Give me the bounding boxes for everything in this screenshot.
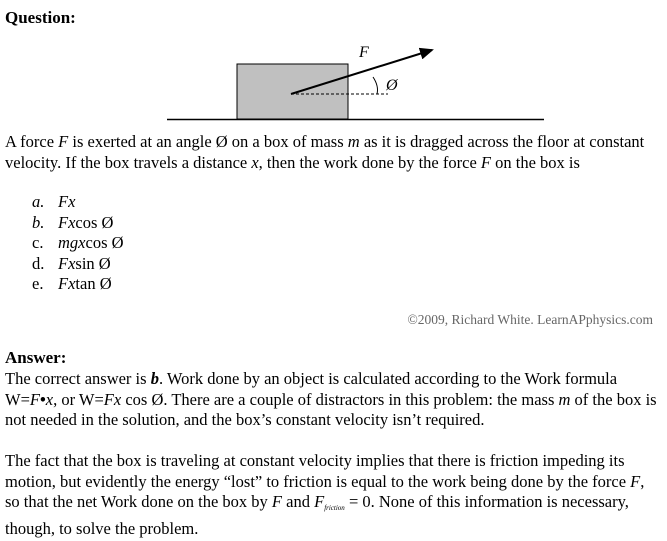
angle-arc <box>373 77 378 94</box>
answer-paragraph-2: The fact that the box is traveling at constant velocity implies that there is friction impeding its motion, but evidently the energy “lost” to friction is equal to the work being done by the force F, so that the net Work done on the box by F and Ffriction = 0. None of this information is necessary, though, to solve the problem. <box>5 451 645 538</box>
answer-options <box>32 192 124 295</box>
option-c: c. mgx cos Ø <box>32 233 124 252</box>
answer-heading: Answer: <box>5 348 67 367</box>
option-d: d. Fx sin Ø <box>32 253 111 273</box>
answer-paragraph-1: The correct answer is b. Work done by an object is calculated according to the Work formula W=F•x, or W=Fx cos Ø. There are a couple of distractors in this problem: the mass m of the box is not needed in the solution, and the box’s constant velocity isn’t required. <box>5 369 657 429</box>
copyright-text: ©2009, Richard White. LearnAPphysics.com <box>407 312 653 327</box>
option-e: e. Fx tan Ø <box>32 274 112 293</box>
box <box>237 64 348 119</box>
question-text: A force F is exerted at an angle Ø on a box of mass m as it is dragged across the floor at constant velocity. If the box travels a distance x, then the work done by the force F on the box is <box>5 132 645 172</box>
force-diagram <box>0 0 667 130</box>
question-heading: Question: <box>5 8 76 27</box>
option-a: a. Fx <box>32 192 76 211</box>
option-b: b. Fx cos Ø <box>32 212 114 232</box>
angle-label: Ø <box>386 77 398 94</box>
force-label: F <box>359 44 369 61</box>
